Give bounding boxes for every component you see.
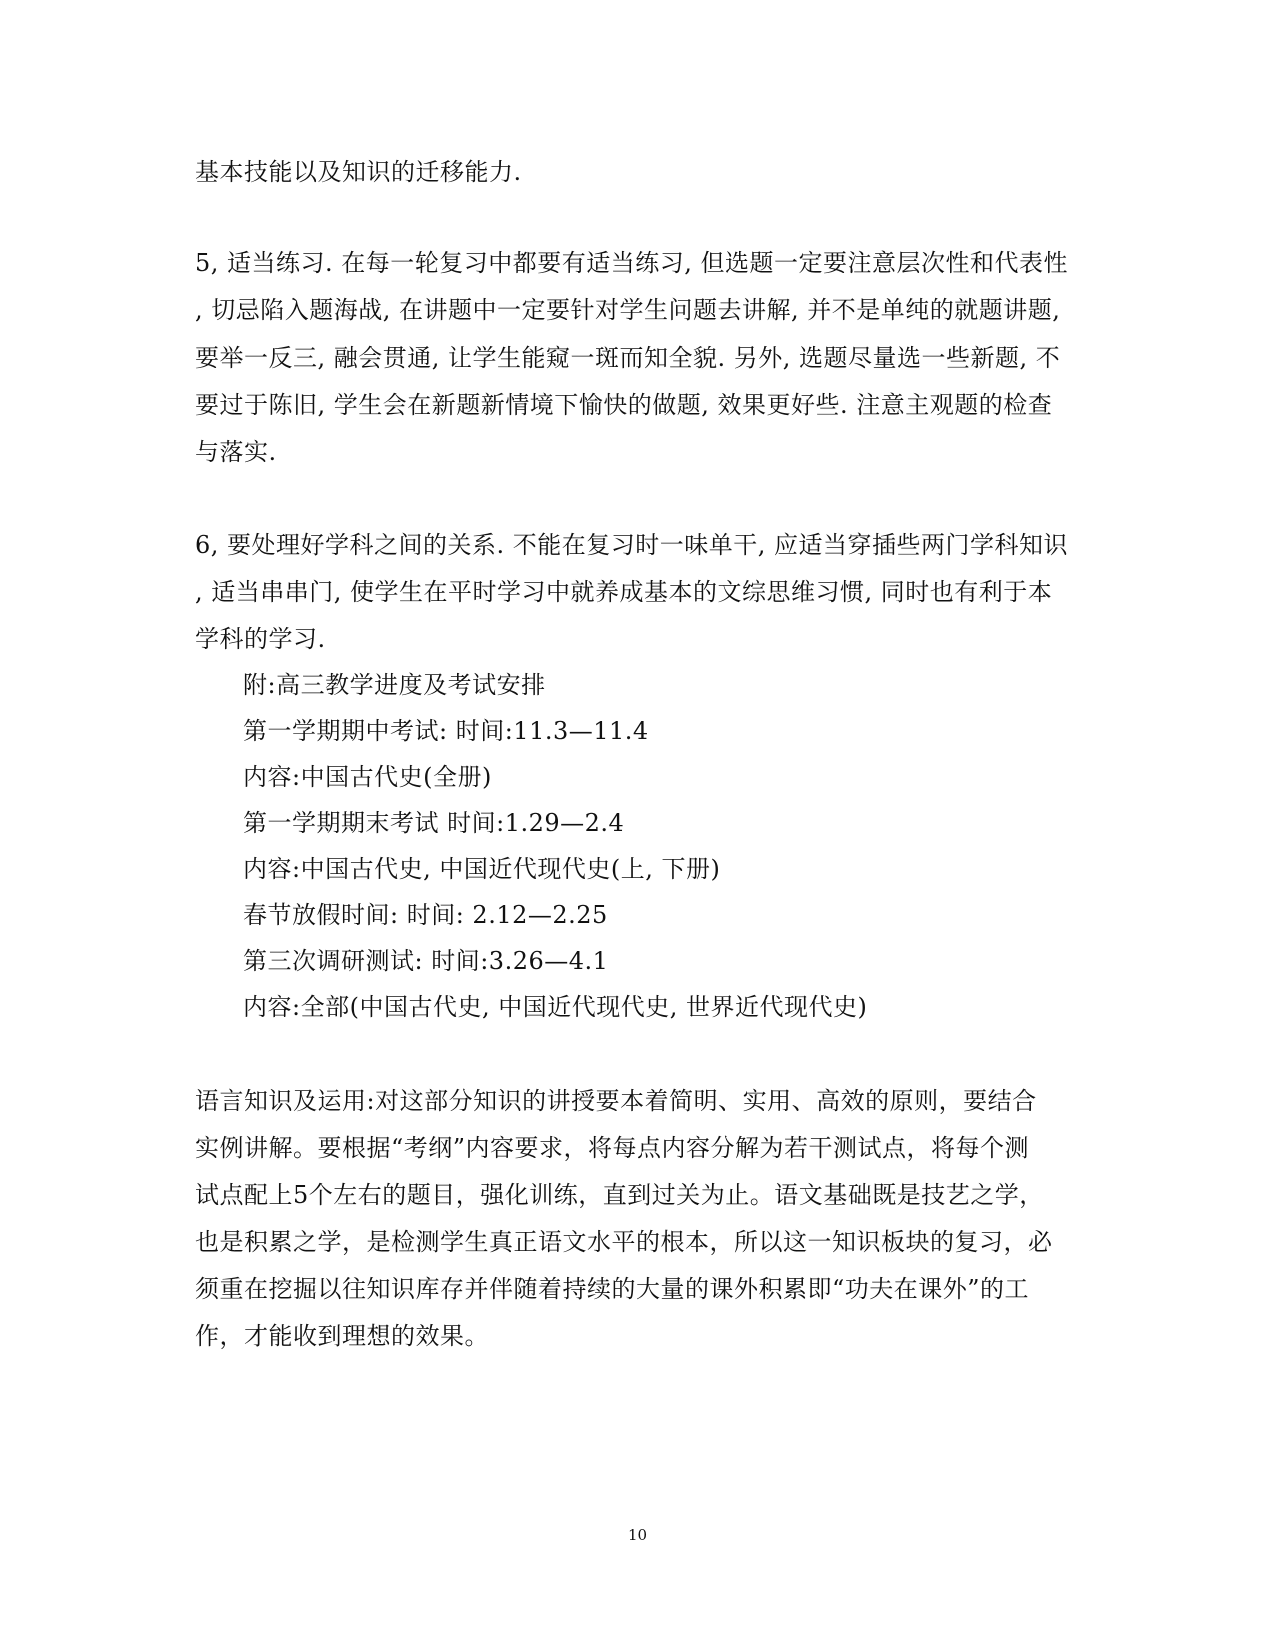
appendix-item: 第一学期期末考试 时间:1.29—2.4	[243, 809, 625, 837]
appendix-item: 内容:中国古代史(全册)	[243, 763, 492, 791]
paragraph-line: 要举一反三, 融会贯通, 让学生能窥一斑而知全貌. 另外, 选题尽量选一些新题, 不	[195, 344, 1061, 372]
paragraph-line: 作，才能收到理想的效果。	[195, 1322, 489, 1350]
paragraph-line: 语言知识及运用:对这部分知识的讲授要本着简明、实用、高效的原则，要结合	[195, 1087, 1037, 1115]
paragraph-line: , 切忌陷入题海战, 在讲题中一定要针对学生问题去讲解, 并不是单纯的就题讲题,	[195, 296, 1061, 324]
appendix-item: 内容:全部(中国古代史, 中国近代现代史, 世界近代现代史)	[243, 993, 868, 1021]
paragraph-line: 试点配上5个左右的题目，强化训练，直到过关为止。语文基础既是技艺之学，	[195, 1181, 1044, 1209]
paragraph-line: 6, 要处理好学科之间的关系. 不能在复习时一味单干, 应适当穿插些两门学科知识	[195, 531, 1069, 559]
appendix-item: 第一学期期中考试: 时间:11.3—11.4	[243, 717, 649, 745]
paragraph-line: 要过于陈旧, 学生会在新题新情境下愉快的做题, 效果更好些. 注意主观题的检查	[195, 391, 1053, 419]
paragraph-line: 实例讲解。要根据“考纲”内容要求，将每点内容分解为若干测试点，将每个测	[195, 1134, 1030, 1162]
appendix-item: 春节放假时间: 时间: 2.12—2.25	[243, 901, 608, 929]
paragraph-line: 与落实.	[195, 438, 277, 466]
page-number: 10	[627, 1526, 648, 1544]
paragraph-line: 学科的学习.	[195, 625, 326, 653]
paragraph-line: , 适当串串门, 使学生在平时学习中就养成基本的文综思维习惯, 同时也有利于本	[195, 578, 1053, 606]
appendix-heading: 附:高三教学进度及考试安排	[243, 671, 546, 699]
appendix-item: 第三次调研测试: 时间:3.26—4.1	[243, 947, 609, 975]
paragraph-line: 5, 适当练习. 在每一轮复习中都要有适当练习, 但选题一定要注意层次性和代表性	[195, 249, 1069, 277]
paragraph-line: 须重在挖掘以往知识库存并伴随着持续的大量的课外积累即“功夫在课外”的工	[195, 1275, 1030, 1303]
paragraph-line: 也是积累之学，是检测学生真正语文水平的根本，所以这一知识板块的复习，必	[195, 1228, 1053, 1256]
paragraph-line: 基本技能以及知识的迁移能力.	[195, 158, 522, 186]
appendix-item: 内容:中国古代史, 中国近代现代史(上, 下册)	[243, 855, 721, 883]
